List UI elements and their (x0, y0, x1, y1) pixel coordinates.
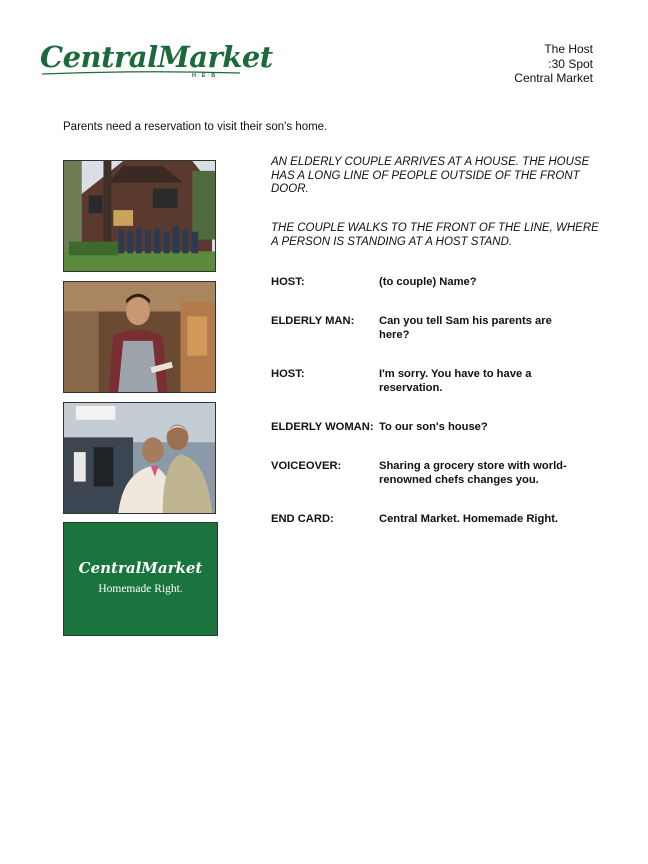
couple-image (64, 403, 215, 513)
host-image (64, 282, 215, 392)
spot-title: The Host (544, 42, 593, 56)
spot-length: :30 Spot (548, 56, 593, 71)
house-image (64, 161, 215, 271)
speaker-label: ELDERLY MAN: (271, 315, 355, 327)
speaker-label: VOICEOVER: (271, 460, 342, 472)
dialogue-text: I'm sorry. You have to have a reservation. (379, 368, 532, 394)
dialogue-text: (to couple) Name? (379, 276, 477, 288)
logo-heb-mark: H·E·B (192, 73, 218, 79)
scene-direction-1: AN ELDERLY COUPLE ARRIVES AT A HOUSE. THE HOUSE HAS A LONG LINE OF PEOPLE OUTSIDE OF THE FRONT DOOR. (271, 156, 590, 195)
end-card-logo: CentralMarket (78, 559, 203, 577)
spot-client: Central Market (514, 71, 593, 85)
spot-header (514, 42, 593, 86)
speaker-label: END CARD: (271, 513, 334, 525)
dialogue-text: To our son's house? (379, 421, 488, 433)
speaker-label: ELDERLY WOMAN: (271, 421, 374, 433)
storyboard-frame-host (63, 281, 216, 393)
end-card-frame (63, 522, 218, 636)
central-market-logo (40, 40, 273, 84)
dialogue-text: Sharing a grocery store with world-renowned chefs changes you. (379, 460, 567, 486)
dialogue-text: Central Market. Homemade Right. (379, 513, 559, 525)
logo-wordmark: CentralMarket (40, 40, 273, 74)
storyboard-frame-house (63, 160, 216, 272)
speaker-label: HOST: (271, 276, 305, 288)
dialogue-text: Can you tell Sam his parents are here? (379, 315, 552, 341)
speaker-label: HOST: (271, 368, 305, 380)
spot-summary: Parents need a reservation to visit their son's home. (63, 121, 328, 133)
scene-direction-2: THE COUPLE WALKS TO THE FRONT OF THE LINE, WHERE A PERSON IS STANDING AT A HOST STAND. (271, 222, 599, 248)
end-card-tagline: Homemade Right. (98, 583, 183, 595)
storyboard-frame-couple (63, 402, 216, 514)
